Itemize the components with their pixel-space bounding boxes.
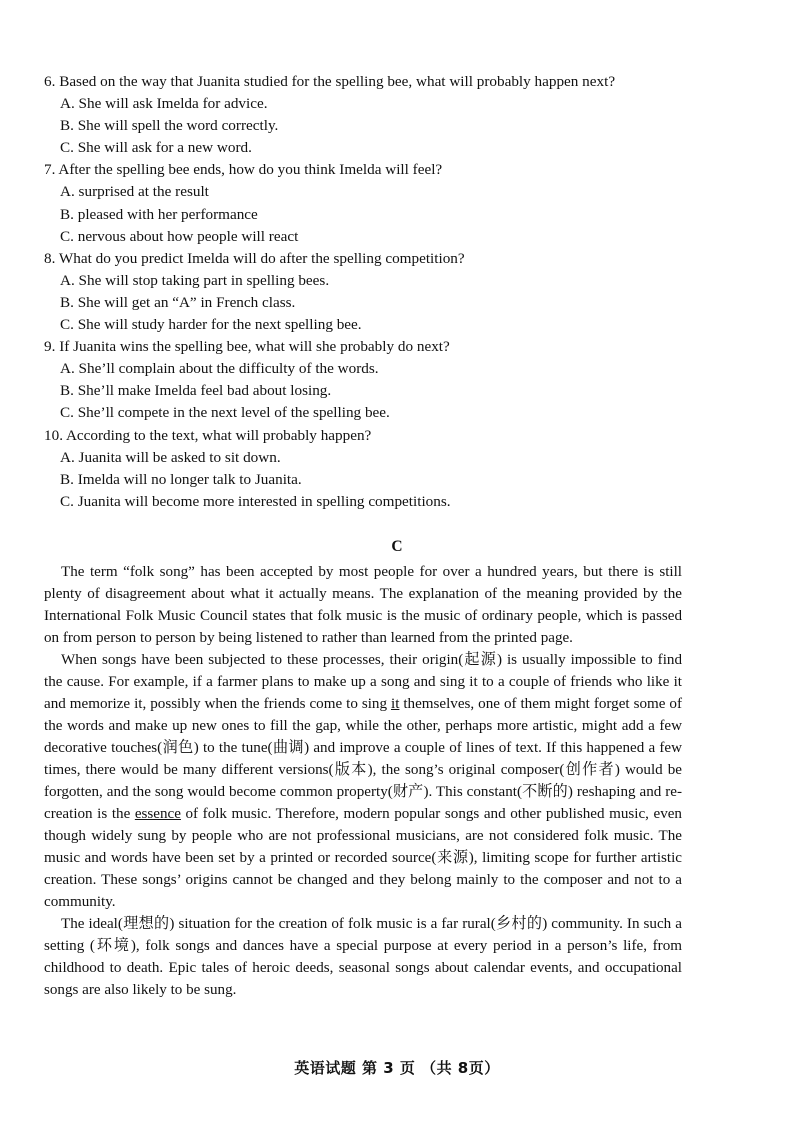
question-7: [44, 159, 744, 247]
option-c: C. She will ask for a new word.: [60, 139, 252, 157]
option-b: B. She will spell the word correctly.: [60, 117, 279, 135]
question-6: [44, 71, 744, 159]
underlined-word-essence: essence: [134, 806, 181, 822]
option-a: A. surprised at the result: [60, 183, 209, 201]
question-stem: 10. According to the text, what will probably happen?: [44, 426, 372, 444]
section-heading: C: [391, 538, 403, 555]
passage-paragraph-1: The term “folk song” has been accepted by most people for over a hundred years, but there is still plenty of disagreement about what it actually means. The explanation of the meaning provided by the International Folk Music Council states that folk music is the music of ordinary people, which is passed on from person to person by being listened to rather than learned from the printed page.: [44, 564, 682, 646]
option-a: A. She’ll complain about the difficulty of the words.: [60, 360, 379, 378]
underlined-word-it: it: [391, 696, 400, 712]
option-c: C. She’ll compete in the next level of the spelling bee.: [60, 404, 390, 422]
option-a: A. Juanita will be asked to sit down.: [60, 448, 281, 466]
passage-paragraph-2: [44, 649, 682, 913]
page-footer: 英语试题 第 3 页 （共 8页）: [294, 1059, 500, 1077]
paragraph-text: themselves, one of them might forget some of the words and make up new ones to fill the gap, while the other, perhaps more artistic, might add a few decorative touches(润色) to the tune(曲调) and improve a couple of lines of text. If this happened a few times, there would be many different versions(版本), the song’s original composer(创作者) would be forgotten, and the song would become common property(财产). This constant(不断的) reshaping and re-creation is the: [44, 696, 682, 822]
passage-paragraph-3: The ideal(理想的) situation for the creation of folk music is a far rural(乡村的) community. In such a setting (环境), folk songs and dances have a special purpose at every period in a person’s life, from childhood to death. Epic tales of heroic deeds, seasonal songs about calendar events, and occupational songs are also likely to be sung.: [44, 916, 682, 998]
question-stem: 7. After the spelling bee ends, how do you think Imelda will feel?: [44, 161, 443, 179]
paragraph-text: of folk music. Therefore, modern popular songs and other published music, even though widely sung by people who are not professional musicians, are not considered folk music. The music and words have been set by a printed or recorded source(来源), limiting scope for further artistic creation. These songs’ origins cannot be changed and they belong mainly to the composer and not to a community.: [44, 806, 682, 910]
question-stem: 9. If Juanita wins the spelling bee, what will she probably do next?: [44, 338, 450, 356]
option-b: B. pleased with her performance: [60, 205, 258, 223]
option-c: C. Juanita will become more interested in spelling competitions.: [60, 492, 451, 510]
paragraph-text: When songs have been subjected to these processes, their origin(起源) is usually impossible to find the cause. For example, if a farmer plans to make up a song and sing it to a couple of friends who like it and memorize it, possibly when the friends come to sing: [44, 652, 682, 712]
question-stem: 8. What do you predict Imelda will do after the spelling competition?: [44, 249, 465, 267]
option-c: C. nervous about how people will react: [60, 227, 299, 245]
option-c: C. She will study harder for the next spelling bee.: [60, 316, 362, 334]
option-a: A. She will stop taking part in spelling bees.: [60, 271, 330, 289]
question-stem: 6. Based on the way that Juanita studied for the spelling bee, what will probably happen next?: [44, 73, 616, 90]
option-a: A. She will ask Imelda for advice.: [60, 95, 268, 113]
question-10: [44, 425, 744, 513]
question-8: [44, 248, 744, 336]
option-b: B. Imelda will no longer talk to Juanita.: [60, 470, 302, 488]
question-list: [44, 71, 744, 513]
question-9: [44, 336, 744, 424]
option-b: B. She’ll make Imelda feel bad about losing.: [60, 382, 332, 400]
option-b: B. She will get an “A” in French class.: [60, 293, 296, 311]
reading-passage: [44, 561, 682, 1001]
